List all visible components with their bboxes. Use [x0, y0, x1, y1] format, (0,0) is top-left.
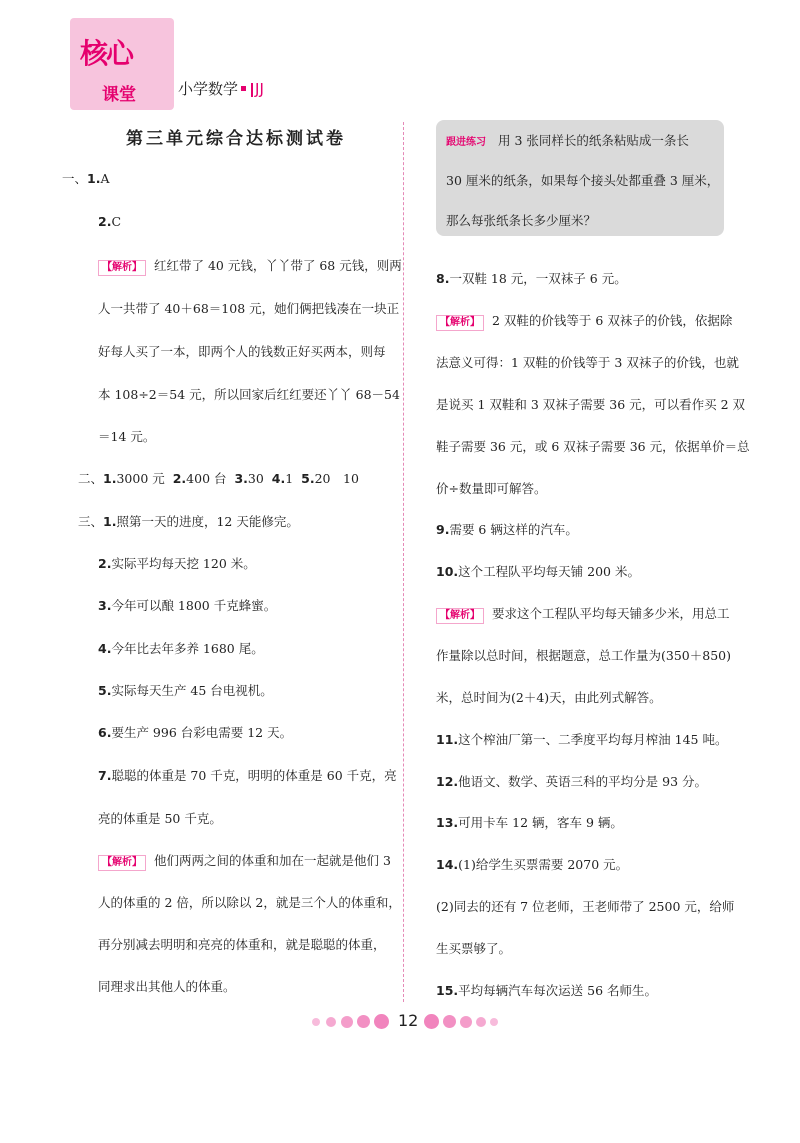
question-number: 2.	[98, 214, 112, 229]
follow-up-exercise-box	[436, 120, 724, 236]
s3-q4	[98, 640, 264, 658]
answer-text: 20 10	[314, 471, 359, 486]
analysis-7-line-3: 再分别减去明明和亮亮的体重和，就是聪聪的体重，	[98, 937, 386, 952]
analysis-tag: 【解析】	[98, 855, 146, 871]
dot-icon	[490, 1018, 498, 1026]
question-number: 4.	[271, 471, 286, 486]
answer-text: 这个榨油厂第一、二季度平均每月榨油 145 吨。	[458, 732, 728, 747]
s3-q7-line-2: 亮的体重是 50 千克。	[98, 811, 222, 826]
separator-bar-icon	[251, 83, 253, 97]
s1-q2	[98, 213, 121, 231]
answer-text: A	[100, 171, 110, 186]
analysis-8-line-5: 价÷数量即可解答。	[436, 481, 547, 496]
answer-text: 他语文、数学、英语三科的平均分是 93 分。	[458, 774, 708, 789]
q10	[436, 563, 640, 581]
question-number: 2.	[98, 556, 112, 571]
q14-line-2: (2)同去的还有 7 位老师，王老师带了 2500 元，给师	[436, 899, 735, 914]
s1-q1	[62, 170, 110, 188]
follow-up-text: 用 3 张同样长的纸条粘贴成一条长	[498, 133, 689, 148]
analysis-10-line-3: 米，总时间为(2＋4)天，由此列式解答。	[436, 690, 662, 705]
analysis-text: 2 双鞋的价钱等于 6 双袜子的价钱，依据除	[492, 313, 733, 328]
answer-text: 聪聪的体重是 70 千克，明明的体重是 60 千克，亮	[111, 768, 397, 783]
subject-header	[178, 78, 264, 99]
question-number: 13.	[436, 815, 459, 830]
answer-text: C	[111, 214, 122, 229]
dot-icon	[326, 1017, 336, 1027]
answer-text: 3000 元	[116, 471, 165, 486]
analysis-tag: 【解析】	[436, 608, 484, 624]
analysis-7-line-2: 人的体重的 2 倍，所以除以 2，就是三个人的体重和，	[98, 895, 401, 910]
q14-line-3: 生买票够了。	[436, 941, 512, 956]
answer-text: 可用卡车 12 辆，客车 9 辆。	[458, 815, 623, 830]
q14-line-1	[436, 856, 628, 874]
question-number: 2.	[172, 471, 187, 486]
answer-text: (1)给学生买票需要 2070 元。	[458, 857, 629, 872]
analysis-8-line-1	[436, 312, 732, 331]
s3-q2	[98, 555, 256, 573]
page-number: 12	[398, 1011, 419, 1030]
logo-text-top: 核心	[80, 37, 133, 70]
question-number: 5.	[98, 683, 112, 698]
question-number: 4.	[98, 641, 112, 656]
follow-up-line-2: 30 厘米的纸条，如果每个接头处都重叠 3 厘米，	[446, 173, 720, 188]
analysis-1-line-4: 本 108÷2＝54 元，所以回家后红红要还丫丫 68－54	[98, 387, 400, 402]
answer-text: 今年比去年多养 1680 尾。	[111, 641, 264, 656]
s3-q5	[98, 682, 273, 700]
dot-icon	[374, 1014, 389, 1029]
page-title: 第三单元综合达标测试卷	[126, 129, 346, 149]
answer-text: 400 台	[186, 471, 227, 486]
q8	[436, 270, 627, 288]
q9	[436, 521, 578, 539]
dot-icon	[424, 1014, 439, 1029]
s2-answers	[78, 470, 359, 488]
section-label: 三、	[78, 514, 104, 529]
logo-text-bottom: 课堂	[102, 85, 136, 105]
dot-icon	[357, 1015, 370, 1028]
analysis-1-line-1	[98, 257, 402, 276]
dot-icon	[312, 1018, 320, 1026]
question-number: 7.	[98, 768, 112, 783]
follow-up-line-3: 那么每张纸条长多少厘米？	[446, 213, 597, 228]
answer-text: 30	[247, 471, 264, 486]
answer-text: 照第一天的进度，12 天能修完。	[116, 514, 299, 529]
dot-icon	[341, 1016, 353, 1028]
question-number: 12.	[436, 774, 459, 789]
answer-text: 实际平均每天挖 120 米。	[111, 556, 256, 571]
analysis-7-line-4: 同理求出其他人的体重。	[98, 979, 236, 994]
question-number: 9.	[436, 522, 450, 537]
column-divider	[403, 122, 404, 1002]
analysis-tag: 【解析】	[98, 260, 146, 276]
s3-q3	[98, 597, 276, 615]
dot-icon	[476, 1017, 486, 1027]
q15	[436, 982, 657, 1000]
q12	[436, 773, 707, 791]
question-number: 14.	[436, 857, 459, 872]
analysis-8-line-3: 是说买 1 双鞋和 3 双袜子需要 36 元，可以看作买 2 双	[436, 397, 746, 412]
analysis-1-line-2: 人一共带了 40＋68＝108 元，她们俩把钱凑在一块正	[98, 301, 400, 316]
subject-label: 小学数学	[178, 80, 239, 98]
question-number: 15.	[436, 983, 459, 998]
question-number: 10.	[436, 564, 459, 579]
q11	[436, 731, 727, 749]
answer-text: 一双鞋 18 元，一双袜子 6 元。	[449, 271, 627, 286]
q13	[436, 814, 623, 832]
analysis-8-line-4: 鞋子需要 36 元，或 6 双袜子需要 36 元，依据单价＝总	[436, 439, 750, 454]
s3-q7-line-1	[98, 767, 397, 785]
question-number: 3.	[98, 598, 112, 613]
question-number: 3.	[234, 471, 248, 486]
question-number: 1.	[87, 171, 101, 186]
grade-label: JJ	[255, 80, 264, 98]
analysis-tag: 【解析】	[436, 315, 484, 331]
analysis-8-line-2: 法意义可得：1 双鞋的价钱等于 3 双袜子的价钱，也就	[436, 355, 739, 370]
answer-text: 平均每辆汽车每次运送 56 名师生。	[458, 983, 658, 998]
analysis-text: 红红带了 40 元钱，丫丫带了 68 元钱，则两	[154, 258, 402, 273]
s3-q6	[98, 724, 292, 742]
answer-text: 1	[285, 471, 294, 486]
follow-up-line-1	[446, 132, 689, 152]
dot-icon	[460, 1016, 472, 1028]
question-number: 8.	[436, 271, 450, 286]
analysis-text: 要求这个工程队平均每天铺多少米，用总工	[492, 606, 730, 621]
analysis-1-line-3: 好每人买了一本，即两个人的钱数正好买两本，则每	[98, 344, 386, 359]
section-label: 一、	[62, 171, 88, 186]
answer-text: 这个工程队平均每天铺 200 米。	[458, 564, 640, 579]
separator-dot-icon	[241, 86, 246, 91]
answer-text: 今年可以酿 1800 千克蜂蜜。	[111, 598, 277, 613]
question-number: 6.	[98, 725, 112, 740]
question-number: 11.	[436, 732, 459, 747]
analysis-7-line-1	[98, 852, 391, 871]
section-label: 二、	[78, 471, 104, 486]
analysis-1-line-5: ＝14 元。	[98, 429, 156, 444]
follow-up-tag: 跟进练习	[446, 137, 486, 148]
s3-q1	[78, 513, 299, 531]
answer-text: 要生产 996 台彩电需要 12 天。	[111, 725, 293, 740]
analysis-10-line-2: 作量除以总时间，根据题意，总工作量为(350＋850)	[436, 648, 731, 663]
question-number: 1.	[103, 471, 117, 486]
question-number: 5.	[301, 471, 315, 486]
logo	[70, 18, 174, 110]
answer-text: 实际每天生产 45 台电视机。	[111, 683, 273, 698]
analysis-text: 他们两两之间的体重和加在一起就是他们 3	[154, 853, 391, 868]
answer-text: 需要 6 辆这样的汽车。	[449, 522, 578, 537]
question-number: 1.	[103, 514, 117, 529]
analysis-10-line-1	[436, 605, 730, 624]
dot-icon	[443, 1015, 456, 1028]
